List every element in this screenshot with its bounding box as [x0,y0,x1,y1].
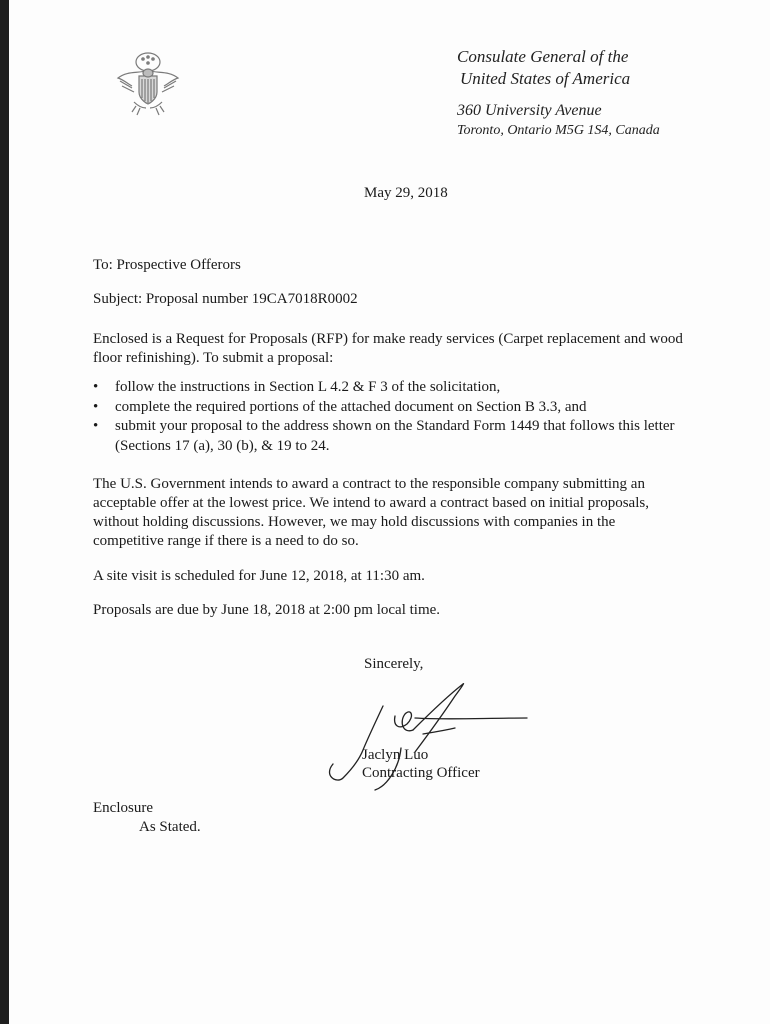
due-date-line: Proposals are due by June 18, 2018 at 2:00 pm local time. [93,602,441,618]
list-item [93,417,675,456]
letterhead-address1: 360 University Avenue [457,102,602,119]
list-item-text: follow the instructions in Section L 4.2 & F 3 of the solicitation, [115,379,501,395]
list-item [93,398,675,418]
para2-line-1: The U.S. Government intends to award a contract to the responsible company submitting an [93,476,645,492]
para2-line-3: without holding discussions. However, we may hold discussions with companies in the [93,514,616,530]
para2-line-4: competitive range if there is a need to do so. [93,533,359,549]
letterhead-address2: Toronto, Ontario M5G 1S4, Canada [457,123,660,138]
site-visit-line: A site visit is scheduled for June 12, 2018, at 11:30 am. [93,568,425,584]
para2-line-2: acceptable offer at the lowest price. We intend to award a contract based on initial proposals, [93,495,649,511]
bullet-icon: • [93,418,99,434]
scan-edge [0,0,9,1024]
list-item-text-continued: (Sections 17 (a), 30 (b), & 19 to 24. [115,437,330,454]
bullet-icon: • [93,379,99,395]
intro-line-2: floor refinishing). To submit a proposal: [93,350,334,366]
intro-line-1: Enclosed is a Request for Proposals (RFP) for make ready services (Carpet replacement and wood [93,331,683,347]
letterhead-line2: United States of America [460,69,631,88]
great-seal-icon [110,48,186,120]
letterhead-line1: Consulate General of the [457,47,629,66]
signer-title: Contracting Officer [362,765,480,781]
list-item [93,378,675,398]
letter-date: May 29, 2018 [364,185,448,201]
enclosure-value: As Stated. [139,819,201,835]
instruction-list [93,378,675,456]
list-item-text: submit your proposal to the address shown on the Standard Form 1449 that follows this letter [115,418,675,434]
list-item-text: complete the required portions of the attached document on Section B 3.3, and [115,398,587,415]
bullet-icon: • [93,398,99,415]
enclosure-label: Enclosure [93,800,153,816]
signer-name: Jaclyn Luo [362,747,429,763]
subject-line: Subject: Proposal number 19CA7018R0002 [93,291,358,307]
letterhead [457,46,660,140]
recipient: To: Prospective Offerors [93,257,241,273]
closing: Sincerely, [364,656,424,672]
